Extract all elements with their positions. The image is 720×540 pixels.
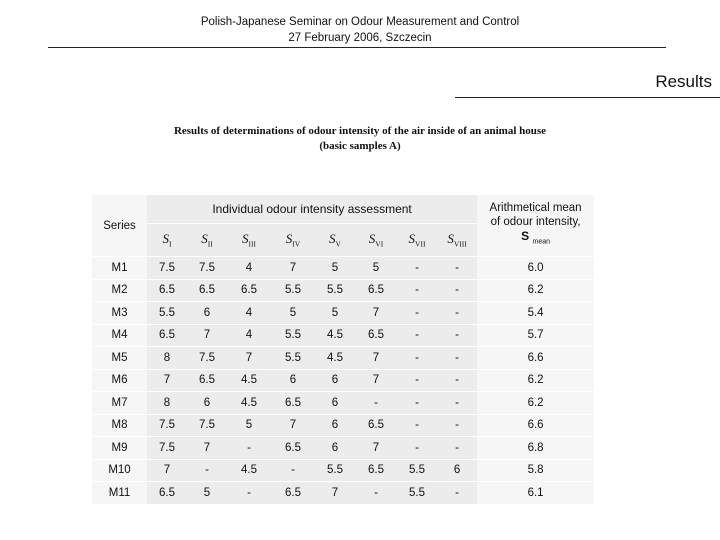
intensity-cell: 6.5 (355, 280, 397, 303)
intensity-cell: 5 (227, 415, 271, 438)
intensity-cell: 5.5 (271, 325, 315, 348)
table-row (92, 257, 594, 280)
intensity-cell: - (397, 302, 437, 325)
intensity-cell: 6 (315, 415, 355, 438)
intensity-cell: 6.5 (147, 482, 187, 505)
intensity-cell: 8 (147, 392, 187, 415)
intensity-cell: - (437, 482, 477, 505)
mean-column-header (477, 195, 594, 257)
intensity-cell: 6 (271, 370, 315, 393)
intensity-cell: 5 (187, 482, 227, 505)
series-cell: M1 (92, 257, 147, 280)
intensity-cell: - (437, 392, 477, 415)
intensity-cell: 4.5 (227, 392, 271, 415)
intensity-cell: - (397, 347, 437, 370)
intensity-cell: 6 (315, 437, 355, 460)
mean-cell: 6.2 (477, 370, 594, 393)
intensity-cell: - (397, 257, 437, 280)
results-table (92, 195, 594, 505)
intensity-cell: - (227, 437, 271, 460)
mean-cell: 6.2 (477, 280, 594, 303)
intensity-cell: - (397, 392, 437, 415)
intensity-cell: 7.5 (147, 257, 187, 280)
series-cell: M10 (92, 460, 147, 483)
intensity-cell: 7.5 (187, 257, 227, 280)
results-body (92, 257, 594, 505)
mean-cell: 6.8 (477, 437, 594, 460)
mean-cell: 5.7 (477, 325, 594, 348)
intensity-cell: - (271, 460, 315, 483)
intensity-cell: 7 (147, 460, 187, 483)
intensity-cell: 6 (187, 392, 227, 415)
intensity-cell: 6.5 (355, 415, 397, 438)
intensity-cell: - (227, 482, 271, 505)
assessor-header: $S_V$ (315, 224, 355, 257)
assessor-header: $S_{VII}$ (397, 224, 437, 257)
intensity-cell: 5.5 (271, 347, 315, 370)
intensity-cell: 7 (355, 370, 397, 393)
intensity-cell: 5 (271, 302, 315, 325)
intensity-cell: 4.5 (315, 325, 355, 348)
series-cell: M6 (92, 370, 147, 393)
intensity-cell: 7 (355, 437, 397, 460)
intensity-cell: - (355, 482, 397, 505)
intensity-cell: 6 (187, 302, 227, 325)
intensity-cell: 5.5 (397, 482, 437, 505)
intensity-cell: 4 (227, 257, 271, 280)
intensity-cell: 6.5 (147, 280, 187, 303)
intensity-cell: - (437, 347, 477, 370)
intensity-cell: 7.5 (187, 347, 227, 370)
intensity-cell: - (397, 325, 437, 348)
intensity-cell: - (437, 280, 477, 303)
intensity-cell: 7.5 (147, 437, 187, 460)
intensity-cell: - (437, 257, 477, 280)
intensity-cell: - (437, 325, 477, 348)
table-row (92, 460, 594, 483)
mean-cell: 6.6 (477, 347, 594, 370)
intensity-cell: - (355, 392, 397, 415)
series-cell: M9 (92, 437, 147, 460)
intensity-cell: - (437, 302, 477, 325)
mean-cell: 6.1 (477, 482, 594, 505)
caption-line-2: (basic samples A) (319, 140, 401, 152)
intensity-cell: 4 (227, 302, 271, 325)
header-divider (48, 47, 666, 48)
table-row (92, 437, 594, 460)
intensity-cell: 6.5 (227, 280, 271, 303)
intensity-cell: 7.5 (187, 415, 227, 438)
seminar-date-location: 27 February 2006, Szczecin (288, 32, 432, 44)
intensity-cell: 7 (271, 415, 315, 438)
mean-cell: 5.8 (477, 460, 594, 483)
assessor-header: $S_{VIII}$ (437, 224, 477, 257)
mean-cell: 6.6 (477, 415, 594, 438)
intensity-cell: 4.5 (227, 370, 271, 393)
series-cell: M7 (92, 392, 147, 415)
intensity-cell: - (397, 280, 437, 303)
intensity-cell: 5.5 (315, 460, 355, 483)
intensity-cell: - (437, 415, 477, 438)
table-row (92, 370, 594, 393)
intensity-cell: 5.5 (315, 280, 355, 303)
series-cell: M8 (92, 415, 147, 438)
seminar-title: Polish-Japanese Seminar on Odour Measurement and Control (200, 16, 520, 28)
intensity-cell: 6.5 (271, 392, 315, 415)
intensity-cell: - (187, 460, 227, 483)
intensity-cell: 4.5 (315, 347, 355, 370)
intensity-cell: 6.5 (147, 325, 187, 348)
intensity-cell: 5.5 (397, 460, 437, 483)
intensity-cell: 7 (271, 257, 315, 280)
series-cell: M4 (92, 325, 147, 348)
intensity-cell: - (397, 437, 437, 460)
series-cell: M5 (92, 347, 147, 370)
intensity-cell: 6 (315, 392, 355, 415)
intensity-cell: 6 (437, 460, 477, 483)
table-row (92, 302, 594, 325)
intensity-cell: 7 (355, 302, 397, 325)
table-row (92, 280, 594, 303)
seminar-header (0, 14, 720, 46)
mean-cell: 5.4 (477, 302, 594, 325)
caption-line-1: Results of determinations of odour intensity of the air inside of an animal house (173, 125, 547, 137)
table-caption (0, 124, 720, 154)
assessor-header: $S_{III}$ (227, 224, 271, 257)
mean-cell: 6.0 (477, 257, 594, 280)
intensity-cell: 7 (187, 437, 227, 460)
intensity-cell: 7 (355, 347, 397, 370)
intensity-cell: 6.5 (271, 437, 315, 460)
intensity-cell: 7 (187, 325, 227, 348)
intensity-cell: 6.5 (355, 325, 397, 348)
intensity-cell: - (437, 370, 477, 393)
intensity-cell: 5 (355, 257, 397, 280)
intensity-cell: 4 (227, 325, 271, 348)
intensity-cell: 4.5 (227, 460, 271, 483)
section-title: Results (655, 72, 712, 91)
intensity-cell: 7 (315, 482, 355, 505)
intensity-cell: 6 (315, 370, 355, 393)
individual-assessment-header: Individual odour intensity assessment (147, 195, 477, 224)
assessor-header: $S_{II}$ (187, 224, 227, 257)
mean-header-line-1: Arithmetical mean (489, 202, 582, 215)
intensity-cell: 7 (227, 347, 271, 370)
assessor-header: $S_{VI}$ (355, 224, 397, 257)
table-row (92, 347, 594, 370)
series-cell: M3 (92, 302, 147, 325)
assessor-header: $S_I$ (147, 224, 187, 257)
intensity-cell: - (397, 415, 437, 438)
mean-cell: 6.2 (477, 392, 594, 415)
intensity-cell: 5.5 (147, 302, 187, 325)
assessor-header: $S_{IV}$ (271, 224, 315, 257)
series-cell: M2 (92, 280, 147, 303)
intensity-cell: - (397, 370, 437, 393)
intensity-cell: 5 (315, 302, 355, 325)
intensity-cell: 6.5 (355, 460, 397, 483)
intensity-cell: 6.5 (187, 280, 227, 303)
table-row (92, 415, 594, 438)
mean-header-line-2: of odour intensity, (490, 216, 581, 229)
intensity-cell: 7 (147, 370, 187, 393)
table-row (92, 325, 594, 348)
mean-header-symbol: S $_{mean}$ (521, 229, 551, 246)
intensity-cell: 6.5 (271, 482, 315, 505)
intensity-cell: 7.5 (147, 415, 187, 438)
section-divider (455, 97, 720, 98)
intensity-cell: 6.5 (187, 370, 227, 393)
series-column-header: Series (92, 195, 147, 257)
table-row (92, 392, 594, 415)
series-cell: M11 (92, 482, 147, 505)
intensity-cell: - (437, 437, 477, 460)
intensity-cell: 8 (147, 347, 187, 370)
table-row (92, 482, 594, 505)
intensity-cell: 5.5 (271, 280, 315, 303)
intensity-cell: 5 (315, 257, 355, 280)
